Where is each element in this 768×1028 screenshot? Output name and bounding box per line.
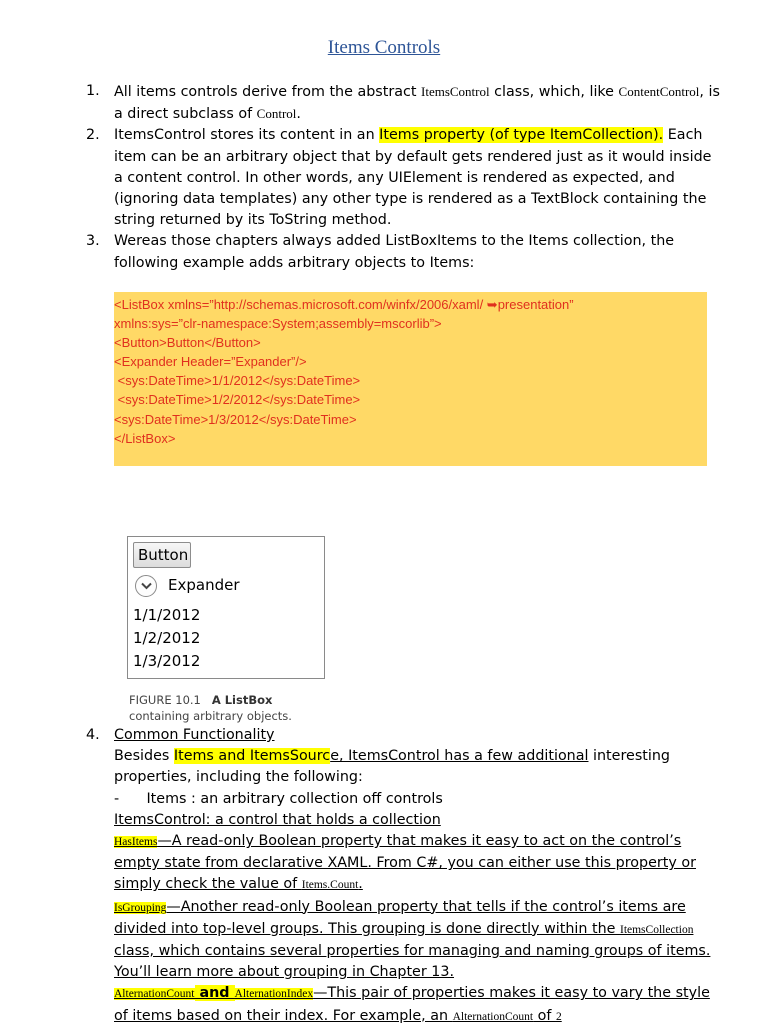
chevron-down-icon <box>135 575 157 597</box>
code-term: ContentControl <box>618 84 700 99</box>
bullet-text: Items : an arbitrary collection off controls <box>146 790 443 807</box>
list-item-3 <box>80 231 720 273</box>
code-term: ItemsCollection <box>619 923 694 936</box>
numbered-list <box>80 81 720 274</box>
list-number: 4. <box>86 727 100 743</box>
highlighted-text: Items property (of type ItemCollection). <box>379 127 664 144</box>
code-line: xmlns:sys=”clr-namespace:System;assembly=mscorlib”> <box>114 316 442 332</box>
caption-text: containing arbitrary objects. <box>129 709 292 723</box>
list-number: 1. <box>86 83 100 99</box>
property-isgrouping <box>114 897 720 984</box>
code-term: Items.Count <box>301 879 359 892</box>
text-run: —This pair of properties makes it easy to vary the style of items based on their index. For example, an <box>114 985 710 1024</box>
figure-button: Button <box>133 542 191 568</box>
text-run: class, which, like <box>489 84 619 100</box>
text-run: , is a direct subclass of <box>114 84 720 123</box>
list-number: 3. <box>86 233 100 250</box>
code-term: ItemsControl <box>421 84 490 99</box>
expander-label: Expander <box>168 576 240 594</box>
code-term: AlternationCount <box>452 1010 534 1023</box>
code-term: HasItems <box>114 836 158 849</box>
code-line: <Expander Header=”Expander”/> <box>114 354 307 370</box>
code-term: IsGrouping <box>114 901 167 914</box>
property-hasitems <box>114 831 720 897</box>
paragraph <box>114 746 720 788</box>
section-heading: Common Functionality <box>114 727 275 743</box>
caption-label: FIGURE 10.1 <box>129 693 201 707</box>
page-title: Items Controls <box>327 37 441 58</box>
date-item: 1/3/2012 <box>133 652 201 670</box>
code-term: 2 <box>555 1010 562 1023</box>
code-line: <sys:DateTime>1/3/2012</sys:DateTime> <box>114 411 357 427</box>
text-run: class, which contains several properties for managing and naming groups of items. You’ll learn more about grouping in Chapter 13. <box>114 943 711 981</box>
text-run: Each item can be an arbitrary object that by default gets rendered just as it would inside a content control. In other words, any UIElement is rendered as expected, and (ignoring data templates) any other type is rendered as a TextBlock containing the string returned by its ToString method. <box>114 127 712 229</box>
list-number: 2. <box>86 127 100 144</box>
listbox-figure <box>127 536 325 679</box>
text-run: . <box>358 876 363 893</box>
text-run: . <box>296 106 301 123</box>
date-item: 1/2/2012 <box>133 629 201 647</box>
text-run: ItemsControl stores its content in an <box>114 127 380 144</box>
text-run: of <box>533 1007 556 1024</box>
text-run: —Another read-only Boolean property that tells if the control’s items are divided into top-level groups. This grouping is done directly within the <box>114 898 686 937</box>
code-term: AlternationIndex <box>234 988 314 1001</box>
code-line: </ListBox> <box>114 430 176 446</box>
code-line: <sys:DateTime>1/2/2012</sys:DateTime> <box>114 392 361 408</box>
code-line: <sys:DateTime>1/1/2012</sys:DateTime> <box>114 373 361 389</box>
code-line: <Button>Button</Button> <box>114 335 261 351</box>
property-alternation <box>114 983 720 1027</box>
text-run: All items controls derive from the abstract <box>114 84 421 100</box>
bullet-item <box>114 789 720 810</box>
text-run: —A read-only Boolean property that makes it easy to act on the control’s empty state from declarative XAML. From C#, you can either use this property or simply check the value of <box>114 833 696 893</box>
caption-code: A ListBox <box>211 693 273 707</box>
code-line: <ListBox xmlns=”http://schemas.microsoft.com/winfx/2006/xaml/ ➥presentation” <box>114 297 574 312</box>
text-run: interesting properties, including the following: <box>114 748 670 786</box>
underlined-text: e, ItemsControl has a few additional <box>330 748 589 765</box>
section-4 <box>80 725 720 1028</box>
figure-caption <box>129 692 292 724</box>
list-item-1 <box>80 81 720 125</box>
bullet-dash: - <box>114 790 120 807</box>
text-run: Besides <box>114 748 174 765</box>
definition-line: ItemsControl: a control that holds a collection <box>114 811 441 828</box>
list-item-4 <box>80 725 720 746</box>
text-run: and <box>194 985 235 1002</box>
code-block <box>114 292 707 466</box>
date-item: 1/1/2012 <box>133 606 201 624</box>
section-body <box>80 746 720 1028</box>
highlighted-text: Items and ItemsSourc <box>173 748 331 765</box>
text-run: Wereas those chapters always added ListBoxItems to the Items collection, the following example adds arbitrary objects to Items: <box>114 233 675 271</box>
code-term: Control <box>256 106 297 122</box>
code-term: AlternationCount <box>114 988 195 1001</box>
list-item-2 <box>80 125 720 231</box>
